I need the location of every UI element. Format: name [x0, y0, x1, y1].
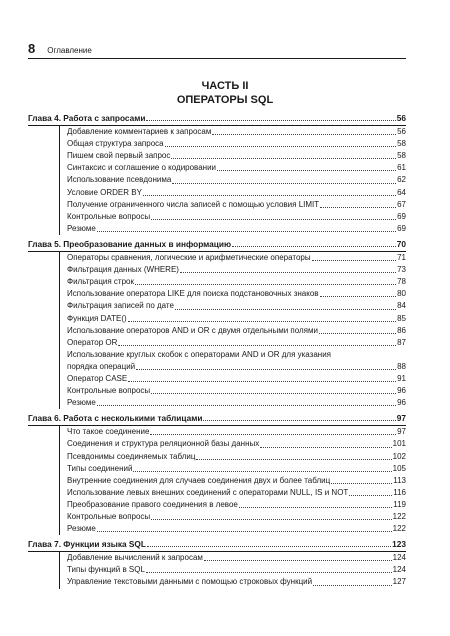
part-title: ОПЕРАТОРЫ SQL: [176, 94, 274, 106]
chapter-entry[interactable]: [28, 412, 406, 424]
section-entry-page: 71: [397, 253, 406, 263]
part-label: ЧАСТЬ II: [201, 80, 249, 92]
chapter: [28, 238, 406, 409]
leader-dots: [97, 231, 396, 232]
section-entry-title: Типы функций в SQL: [67, 565, 145, 575]
section-entry[interactable]: [67, 523, 406, 535]
page-number: 8: [28, 41, 36, 56]
section-entry-title: Общая структура запроса: [67, 139, 164, 149]
leader-dots: [349, 495, 392, 496]
leader-dots: [217, 170, 396, 171]
section-entry-title: Пишем свой первый запрос: [67, 151, 171, 161]
section-entry[interactable]: [67, 385, 406, 397]
section-entry[interactable]: [67, 126, 406, 138]
section-entry-title: Добавление вычислений к запросам: [67, 553, 203, 563]
chapter-entry[interactable]: [28, 538, 406, 550]
leader-dots: [196, 459, 391, 460]
leader-dots: [135, 284, 396, 285]
section-entry[interactable]: [67, 300, 406, 312]
section-entry[interactable]: [67, 313, 406, 325]
leader-dots: [97, 405, 396, 406]
section-entry-title: Оператор CASE: [67, 373, 128, 383]
section-entry[interactable]: [67, 576, 406, 588]
leader-dots: [133, 471, 391, 472]
section-entry[interactable]: [67, 564, 406, 576]
section-entry[interactable]: [67, 373, 406, 385]
chapter-entry-page: 97: [396, 413, 406, 424]
section-entry[interactable]: [67, 223, 406, 235]
leader-dots: [146, 120, 395, 121]
section-entry-title: Использование левых внешних соединений с операторами NULL, IS и NOT: [67, 487, 349, 497]
leader-dots: [150, 434, 396, 435]
chapter: [28, 112, 406, 235]
section-entry[interactable]: [67, 463, 406, 475]
section-entry-page: 124: [392, 553, 406, 563]
leader-dots: [128, 381, 396, 382]
section-entry-page: 86: [397, 325, 406, 335]
section-entry-page: 101: [392, 439, 406, 449]
section-entry-page: 87: [397, 337, 406, 347]
section-entry-page: 69: [397, 223, 406, 233]
leader-dots: [320, 207, 396, 208]
section-entry-page: 78: [397, 277, 406, 287]
leader-dots: [128, 321, 396, 322]
chapter-entry-page: 123: [392, 539, 406, 550]
section-entry[interactable]: [67, 174, 406, 186]
section-entry[interactable]: [67, 288, 406, 300]
section-entry-title: Контрольные вопросы: [67, 512, 151, 521]
section-entry[interactable]: [67, 426, 406, 438]
section-entry-page: 85: [397, 313, 406, 323]
leader-dots: [146, 572, 392, 573]
section-entry-page: 64: [397, 187, 406, 197]
section-list: [59, 252, 406, 409]
leader-dots: [180, 272, 396, 273]
running-title: Оглавление: [47, 46, 92, 55]
section-entry[interactable]: [67, 499, 406, 511]
section-entry-page: 96: [397, 386, 406, 396]
section-entry-page: 122: [392, 524, 406, 534]
section-entry-title: Оператор OR: [67, 337, 118, 347]
section-entry-title: Операторы сравнения, логические и арифметические операторы: [67, 253, 311, 263]
section-entry-title: Что такое соединение: [67, 427, 150, 437]
section-entry-page: 116: [393, 487, 406, 497]
section-entry[interactable]: [67, 138, 406, 150]
section-list: [59, 426, 406, 535]
leader-dots: [136, 369, 396, 370]
section-entry-page: 84: [397, 301, 406, 311]
section-entry-page: 67: [397, 199, 406, 209]
section-entry[interactable]: [67, 325, 406, 337]
section-entry-title: Резюме: [67, 398, 96, 408]
section-entry-page: 62: [397, 175, 406, 185]
section-entry-page: 113: [393, 475, 406, 485]
chapter-entry[interactable]: [28, 112, 406, 124]
running-header: [28, 36, 406, 56]
table-of-contents: [28, 112, 406, 589]
section-entry[interactable]: [67, 511, 406, 523]
section-entry[interactable]: [67, 264, 406, 276]
section-entry-title: Псевдонимы соединяемых таблиц: [67, 451, 196, 461]
section-entry[interactable]: [67, 187, 406, 199]
leader-dots: [331, 483, 392, 484]
chapter-entry-title: Глава 7. Функции языка SQL: [28, 539, 146, 550]
section-entry-title: Фильтрация строк: [67, 277, 134, 287]
leader-dots: [165, 146, 397, 147]
section-entry-title: Получение ограниченного числа записей с помощью условия LIMIT: [67, 199, 320, 209]
section-entry-title: Резюме: [67, 223, 96, 233]
leader-dots: [97, 531, 392, 532]
section-entry-page: 58: [397, 139, 406, 149]
section-entry[interactable]: [67, 276, 406, 288]
section-list: [59, 552, 406, 588]
section-entry-page: 88: [397, 361, 406, 371]
leader-dots: [143, 195, 396, 196]
section-entry[interactable]: [67, 211, 406, 223]
section-entry-title: Использование оператора LIKE для поиска подстановочных знаков: [67, 289, 319, 299]
section-entry-page: 96: [397, 398, 406, 408]
leader-dots: [151, 519, 391, 520]
section-entry[interactable]: [67, 475, 406, 487]
section-entry[interactable]: [67, 252, 406, 264]
leader-dots: [151, 393, 396, 394]
chapter-entry[interactable]: [28, 238, 406, 250]
leader-dots: [260, 447, 391, 448]
leader-dots: [212, 134, 396, 135]
section-entry-page: 102: [392, 451, 406, 461]
section-entry-page: 122: [392, 512, 406, 521]
section-entry-title: Синтаксис и соглашение о кодировании: [67, 163, 217, 173]
section-entry-page: 73: [397, 265, 406, 275]
section-entry-page: 105: [392, 463, 406, 473]
chapter-entry-title: Глава 5. Преобразование данных в информацию: [28, 238, 232, 249]
section-entry-title: Контрольные вопросы: [67, 386, 151, 396]
section-entry-page: 91: [397, 373, 406, 383]
leader-dots: [203, 420, 395, 421]
section-entry[interactable]: [67, 552, 406, 564]
leader-dots: [204, 560, 392, 561]
section-entry-title: Преобразование правого соединения в левое: [67, 499, 238, 509]
section-entry-title: Управление текстовыми данными с помощью строковых функций: [67, 577, 313, 587]
section-entry-title: Использование круглых скобок с операторами AND и OR для указания: [67, 349, 331, 359]
section-entry[interactable]: [67, 451, 406, 463]
section-entry-title: Использование операторов AND и OR с двумя отдельными полями: [67, 325, 318, 335]
section-entry-page: 127: [392, 577, 406, 587]
leader-dots: [320, 296, 397, 297]
section-entry-page: 119: [393, 499, 406, 509]
leader-dots: [147, 546, 391, 547]
section-entry-title: Добавление комментариев к запросам: [67, 127, 212, 137]
section-entry-page: 124: [392, 565, 406, 575]
section-entry-page: 56: [397, 127, 406, 137]
leader-dots: [319, 333, 396, 334]
chapter-entry-title: Глава 6. Работа с несколькими таблицами: [28, 413, 203, 424]
section-entry-title: Использование псевдонима: [67, 175, 172, 185]
chapter-entry-page: 56: [396, 113, 406, 123]
section-entry-title: Фильтрация данных (WHERE): [67, 265, 179, 275]
section-entry[interactable]: [67, 361, 406, 373]
leader-dots: [313, 585, 392, 586]
header-divider: [28, 58, 406, 59]
section-entry[interactable]: [67, 337, 406, 349]
section-entry-page: 97: [397, 427, 406, 437]
section-entry-page: 58: [397, 151, 406, 161]
section-entry-title: Фильтрация записей по дате: [67, 301, 174, 311]
section-entry-title: Функция DATE(): [67, 313, 127, 323]
section-entry-page: 69: [397, 211, 406, 221]
section-entry[interactable]: [67, 438, 406, 450]
leader-dots: [312, 260, 397, 261]
section-entry-title: Типы соединений: [67, 463, 133, 473]
section-list: [59, 126, 406, 235]
section-entry-title-cont: порядка операций: [67, 361, 136, 371]
section-entry-page: 80: [397, 289, 406, 299]
section-entry-line1[interactable]: [67, 349, 406, 361]
chapter: [28, 538, 406, 588]
section-entry[interactable]: [67, 162, 406, 174]
leader-dots: [118, 345, 396, 346]
section-entry-title: Резюме: [67, 524, 96, 534]
leader-dots: [232, 246, 396, 247]
section-entry[interactable]: [67, 199, 406, 211]
section-entry[interactable]: [67, 150, 406, 162]
section-entry-title: Контрольные вопросы: [67, 211, 151, 221]
section-entry[interactable]: [67, 487, 406, 499]
leader-dots: [175, 309, 396, 310]
section-entry[interactable]: [67, 397, 406, 409]
leader-dots: [172, 183, 396, 184]
chapter-entry-title: Глава 4. Работа с запросами: [28, 113, 146, 123]
leader-dots: [171, 158, 396, 159]
section-entry-title: Условие ORDER BY: [67, 187, 142, 197]
section-entry-page: 61: [397, 163, 406, 173]
leader-dots: [151, 219, 396, 220]
section-entry-title: Соединения и структура реляционной базы данных: [67, 439, 260, 449]
leader-dots: [239, 507, 392, 508]
chapter: [28, 412, 406, 535]
chapter-entry-page: 70: [396, 238, 406, 249]
section-entry-title: Внутренние соединения для случаев соединения двух и более таблиц: [67, 475, 331, 485]
